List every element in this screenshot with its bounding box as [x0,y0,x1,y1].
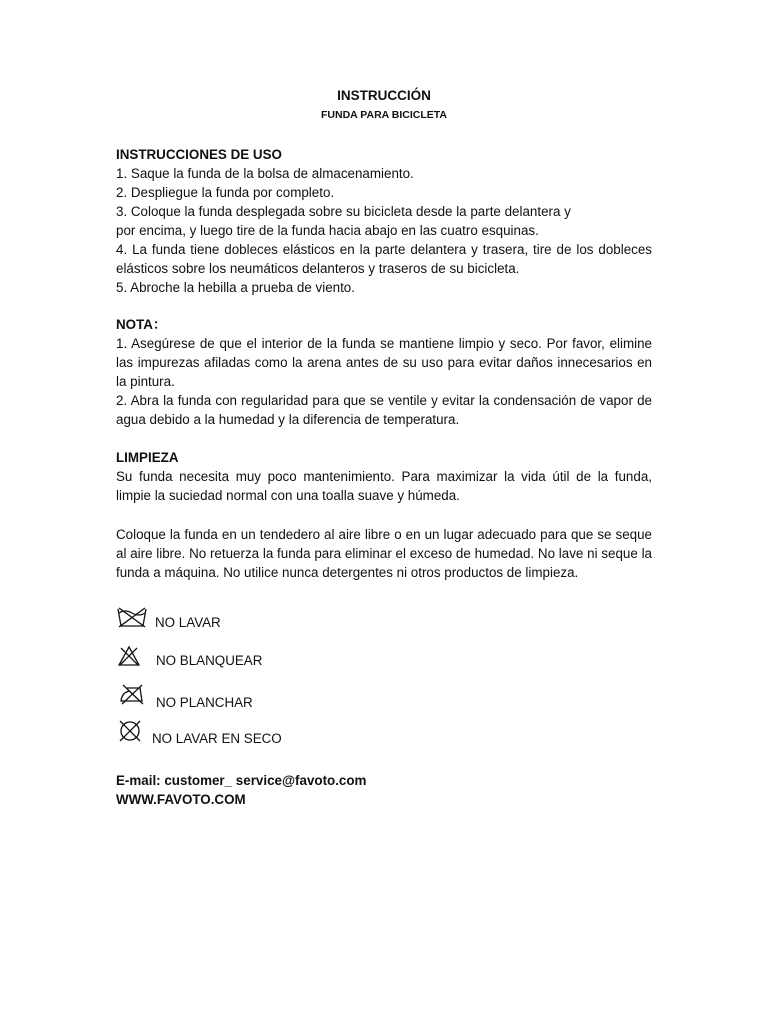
note-item: 2. Abra la funda con regularidad para que se ventile y evitar la condensación de vapor de agua debido a la humedad y la diferencia de temperatura. [116,393,652,427]
care-label: NO LAVAR [155,615,221,630]
note-section [116,315,652,429]
care-label: NO LAVAR EN SECO [152,731,282,746]
contact-block [116,771,366,809]
usage-section [116,145,652,297]
no-wash-icon [116,606,148,628]
cleaning-heading: LIMPIEZA [116,450,179,465]
cleaning-section [116,448,652,505]
care-label: NO PLANCHAR [156,695,253,710]
usage-step: 2. Despliegue la funda por completo. [116,185,335,200]
usage-step: por encima, y luego tire de la funda hacia abajo en las cuatro esquinas. [116,223,539,238]
cleaning-paragraph: Su funda necesita muy poco mantenimiento. Para maximizar la vida útil de la funda, limpie la suciedad normal con una toalla suave y húmeda. [116,469,652,503]
cleaning-paragraph: Coloque la funda en un tendedero al aire libre o en un lugar adecuado para que se seque al aire libre. No retuerza la funda para eliminar el exceso de humedad. No lave ni seque la funda a máquina. No utilice nunca detergentes ni otros productos de limpieza. [116,527,652,580]
document-subtitle: FUNDA PARA BICICLETA [321,109,447,121]
usage-step: 5. Abroche la hebilla a prueba de viento. [116,280,355,295]
usage-step: 1. Saque la funda de la bolsa de almacenamiento. [116,166,414,181]
usage-step: 4. La funda tiene dobleces elásticos en la parte delantera y trasera, tire de los dobleces elásticos sobre los neumáticos delanteros y traseros de su bicicleta. [116,242,652,276]
no-dry-clean-icon [118,719,142,743]
note-item: 1. Asegúrese de que el interior de la funda se mantiene limpio y seco. Por favor, elimine las impurezas afiladas como la arena antes de su uso para evitar daños innecesarios en la pintura. [116,336,652,389]
contact-email[interactable]: E-mail: customer_ service@favoto.com [116,773,367,788]
cleaning-section-2 [116,525,652,582]
care-label: NO BLANQUEAR [156,653,263,668]
no-iron-icon [118,683,146,705]
no-bleach-icon [117,645,141,667]
note-heading: NOTA： [116,317,167,332]
usage-heading: INSTRUCCIONES DE USO [116,147,282,162]
document-title: INSTRUCCIÓN [337,88,431,103]
usage-step: 3. Coloque la funda desplegada sobre su bicicleta desde la parte delantera y [116,204,571,219]
contact-website[interactable]: WWW.FAVOTO.COM [116,792,246,807]
